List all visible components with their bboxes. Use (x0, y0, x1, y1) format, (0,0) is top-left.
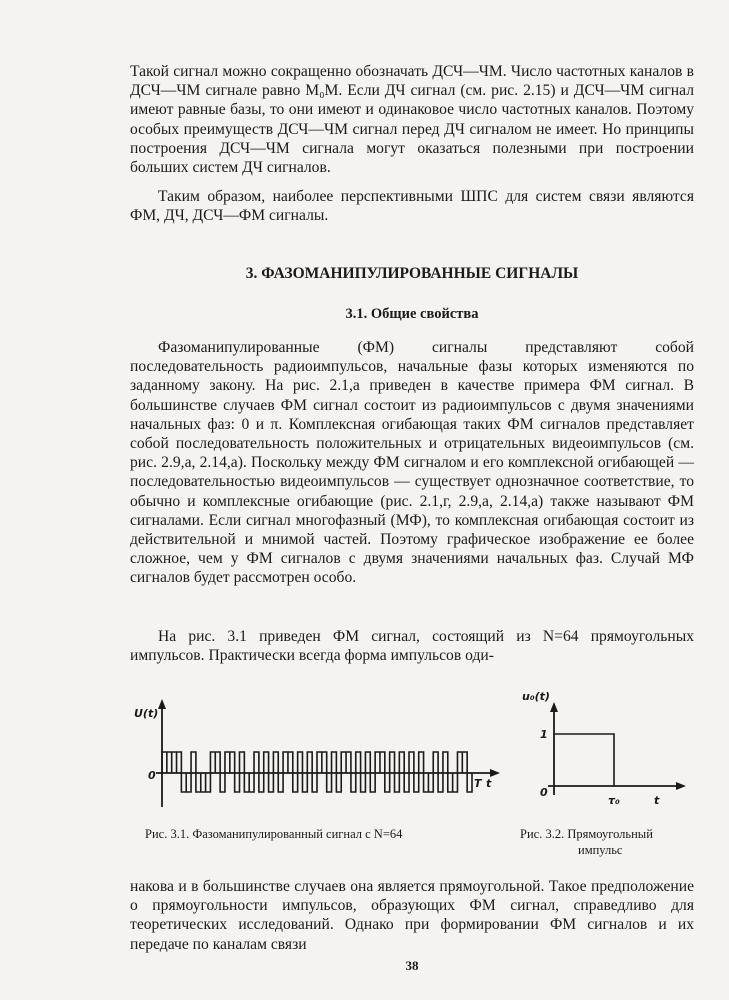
paragraph-5: накова и в большинстве случаев она является прямоугольной. Такое предположение о прямоугольности импульсов, образующих ФМ сигнал, справедливо для теоретических исследований. Однако при формировании ФМ сигналов и их передаче по каналам связи (130, 878, 694, 953)
chapter-heading: 3. ФАЗОМАНИПУЛИРОВАННЫЕ СИГНАЛЫ (245, 265, 579, 282)
zero-label: 0 (540, 786, 548, 799)
figure-3-1-fm-signal (120, 695, 500, 825)
tau-label: τ₀ (608, 794, 620, 807)
figure-3-2-rect-pulse (520, 690, 690, 820)
paragraph-4: На рис. 3.1 приведен ФМ сигнал, состоящий из N=64 прямоугольных импульсов. Практически всегда форма импульсов оди- (130, 628, 694, 665)
t-axis-label: t (486, 777, 492, 790)
figure-3-1-caption: Рис. 3.1. Фазоманипулированный сигнал с N=64 (145, 827, 403, 841)
rectangular-pulse (554, 734, 614, 786)
y-axis-label: U(t) (134, 707, 159, 720)
x-axis-arrow (490, 769, 500, 777)
y-axis-arrow (158, 699, 166, 709)
y-axis-arrow (550, 702, 558, 712)
paragraph-1: Такой сигнал можно сокращенно обозначать ДСЧ—ЧМ. Число частотных каналов в ДСЧ—ЧМ сигнале равно M₀M. Если ДЧ сигнал (см. рис. 2.15) и ДСЧ—ЧМ сигнал имеют равные базы, то они имеют и одинаковое число частотных каналов. Поэтому особых преимуществ ДСЧ—ЧМ сигнал перед ДЧ сигналом не имеет. Но принципы построения ДСЧ—ЧМ сигнала могут оказаться полезными при построении больших систем ДЧ сигналов. (130, 63, 694, 177)
fm-signal-waveform (162, 752, 472, 792)
paragraph-2: Таким образом, наиболее перспективными ШПС для систем связи являются ФМ, ДЧ, ДСЧ—ФМ сигналы. (130, 188, 694, 225)
y-axis-label: u₀(t) (522, 690, 550, 703)
section-heading: 3.1. Общие свойства (345, 306, 479, 322)
t-axis-label: t (654, 794, 660, 807)
one-label: 1 (540, 728, 548, 741)
zero-label: 0 (148, 769, 156, 782)
page-number: 38 (405, 958, 419, 973)
x-axis-arrow (676, 782, 686, 790)
figure-3-2-caption-line-1: Рис. 3.2. Прямоугольный (520, 827, 653, 841)
figure-3-2-caption-line-2: импульс (578, 843, 623, 857)
paragraph-3: Фазоманипулированные (ФМ) сигналы представляют собой последовательность радиоимпульсов, начальные фазы которых изменяются по заданному закону. На рис. 2.1,а приведен в качестве примера ФМ сигнал. В большинстве случаев ФМ сигнал состоит из радиоимпульсов с двумя значениями начальных фаз: 0 и π. Комплексная огибающая таких ФМ сигналов представляет собой последовательность положительных и отрицательных видеоимпульсов (см. рис. 2.9,а, 2.14,а). Поскольку между ФМ сигналом и его комплексной огибающей — последовательностью видеоимпульсов — существует однозначное соответствие, то обычно и комплексные огибающие (рис. 2.1,г, 2.9,а, 2.14,а) также называют ФМ сигналами. Если сигнал многофазный (МФ), то комплексная огибающая состоит из действительной и мнимой частей. Поэтому графическое изображение ее более сложное, чем у ФМ сигналов с двумя значениями начальных фаз. Случай МФ сигналов будет рассмотрен особо. (130, 339, 694, 587)
T-label: T (474, 777, 482, 790)
